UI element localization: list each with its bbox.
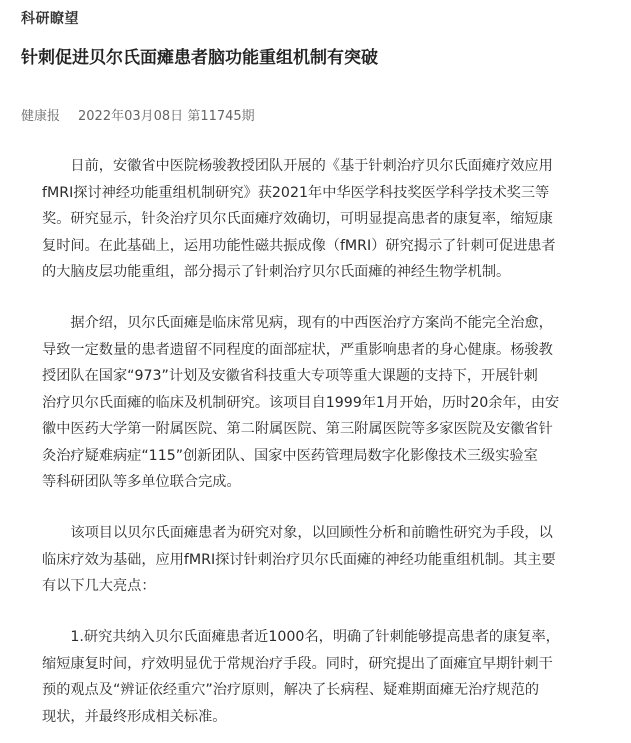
paragraph-line: 复时间。在此基础上，运用功能性磁共振成像（fMRI）研究揭示了针刺可促进患者 xyxy=(42,237,556,254)
issue-number: 第11745期 xyxy=(187,109,255,124)
article-meta xyxy=(21,105,255,124)
paragraph-line: 灸治疗疑难病症“115”创新团队、国家中医药管理局数字化影像技术三级实验室 xyxy=(42,447,538,464)
paragraph-4 xyxy=(42,624,622,730)
paragraph-line: 1.研究共纳入贝尔氏面瘫患者近1000名，明确了针刺能够提高患者的康复率， xyxy=(42,629,560,645)
section-label: 科研瞭望 xyxy=(21,11,79,27)
paragraph-2 xyxy=(42,310,622,496)
paragraph-line: 该项目以贝尔氏面瘫患者为研究对象，以回顾性分析和前瞻性研究为手段，以 xyxy=(42,525,553,541)
paragraph-line: 日前，安徽省中医院杨骏教授团队开展的《基于针刺治疗贝尔氏面瘫疗效应用 xyxy=(42,158,553,174)
paragraph-line: 奖。研究显示，针灸治疗贝尔氏面瘫疗效确切，可明显提高患者的康复率，缩短康 xyxy=(42,211,553,227)
paragraph-line: 缩短康复时间，疗效明显优于常规治疗手段。同时，研究提出了面瘫宜早期针刺干 xyxy=(42,655,553,672)
paragraph-line: 有以下几大亮点： xyxy=(42,578,156,594)
article-title: 针刺促进贝尔氏面瘫患者脑功能重组机制有突破 xyxy=(21,48,378,68)
paragraph-line: 据介绍，贝尔氏面瘫是临床常见病，现有的中西医治疗方案尚不能完全治愈， xyxy=(42,315,553,331)
paragraph-line: 治疗贝尔氏面瘫的临床及机制研究。该项目自1999年1月开始，历时20余年，由安 xyxy=(42,394,560,411)
paragraph-line: 预的观点及“辨证依经重穴”治疗原则，解决了长病程、疑难期面瘫无治疗规范的 xyxy=(42,682,540,698)
paragraph-line: fMRI探讨神经功能重组机制研究》获2021年中华医学科技奖医学科学技术奖三等 xyxy=(42,184,550,201)
paragraph-line: 临床疗效为基础，应用fMRI探讨针刺治疗贝尔氏面瘫的神经功能重组机制。其主要 xyxy=(42,551,556,568)
paragraph-line: 导致一定数量的患者遗留不同程度的面部症状，严重影响患者的身心健康。杨骏教 xyxy=(42,341,553,358)
source-name: 健康报 xyxy=(21,109,61,124)
paragraph-line: 现状，并最终形成相关标准。 xyxy=(42,708,227,725)
paragraph-3 xyxy=(42,520,622,600)
paragraph-line: 等科研团队等多单位联合完成。 xyxy=(42,474,241,490)
paragraph-line: 授团队在国家“973”计划及安徽省科技重大专项等重大课题的支持下，开展针刺 xyxy=(42,368,538,384)
paragraph-1 xyxy=(42,153,622,286)
paragraph-line: 徽中医药大学第一附属医院、第二附属医院、第三附属医院等多家医院及安徽省针 xyxy=(42,421,553,437)
paragraph-line: 的大脑皮层功能重组，部分揭示了针刺治疗贝尔氏面瘫的神经生物学机制。 xyxy=(42,264,511,280)
publish-date: 2022年03月08日 xyxy=(78,109,184,124)
